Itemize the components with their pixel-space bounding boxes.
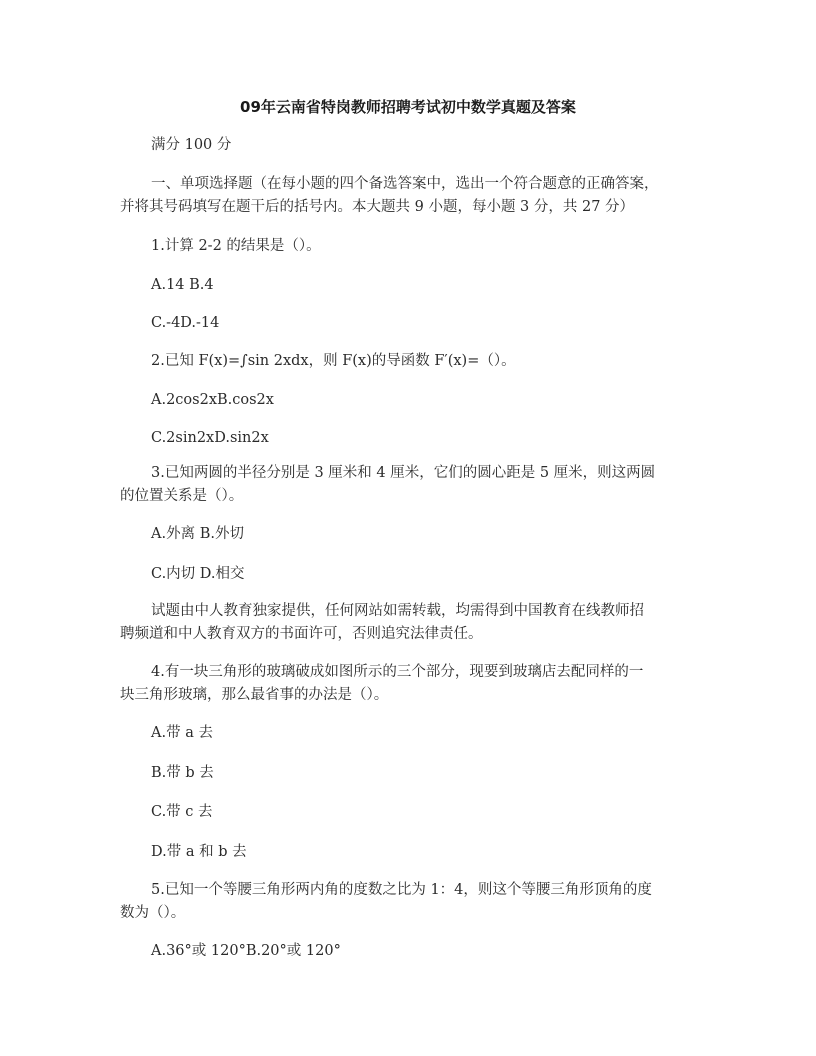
question-3-options-cd: C.内切 D.相交 xyxy=(151,566,245,582)
question-2-options-ab: A.2cos2xB.cos2x xyxy=(151,392,274,408)
question-1-options-ab: A.14 B.4 xyxy=(151,277,214,293)
score-line: 满分 100 分 xyxy=(151,137,232,153)
copyright-notice-line-1: 试题由中人教育独家提供，任何网站如需转载，均需得到中国教育在线教师招 xyxy=(151,603,644,619)
question-3-stem xyxy=(120,462,700,508)
question-4-stem xyxy=(120,661,700,707)
document-title: 09年云南省特岗教师招聘考试初中数学真题及答案 xyxy=(240,98,576,116)
question-3-options-ab: A.外离 B.外切 xyxy=(151,526,244,542)
copyright-notice xyxy=(120,600,700,646)
question-5-line-1: 5.已知一个等腰三角形两内角的度数之比为 1：4，则这个等腰三角形顶角的度 xyxy=(151,882,652,898)
question-5-line-2: 数为（）。 xyxy=(120,905,186,921)
question-4-option-b: B.带 b 去 xyxy=(151,765,214,781)
question-2-stem: 2.已知 F(x)=∫sin 2xdx，则 F(x)的导函数 F′(x)=（）。 xyxy=(151,353,516,369)
question-4-option-c: C.带 c 去 xyxy=(151,804,213,820)
question-3-line-2: 的位置关系是（）。 xyxy=(120,488,244,504)
question-5-options-ab: A.36°或 120°B.20°或 120° xyxy=(151,943,341,959)
copyright-notice-line-2: 聘频道和中人教育双方的书面许可，否则追究法律责任。 xyxy=(120,626,483,642)
question-4-line-2: 块三角形玻璃，那么最省事的办法是（）。 xyxy=(120,687,389,703)
question-1-options-cd: C.-4D.-14 xyxy=(151,315,220,331)
question-2-options-cd: C.2sin2xD.sin2x xyxy=(151,430,269,446)
question-4-line-1: 4.有一块三角形的玻璃破成如图所示的三个部分，现要到玻璃店去配同样的一 xyxy=(151,664,644,680)
question-5-stem xyxy=(120,879,700,925)
question-4-option-d: D.带 a 和 b 去 xyxy=(151,844,247,860)
section-heading xyxy=(120,173,700,219)
question-4-option-a: A.带 a 去 xyxy=(151,725,213,741)
section-heading-line-2: 并将其号码填写在题干后的括号内。本大题共 9 小题，每小题 3 分，共 27 分） xyxy=(120,199,635,215)
question-3-line-1: 3.已知两圆的半径分别是 3 厘米和 4 厘米，它们的圆心距是 5 厘米，则这两圆 xyxy=(151,465,656,481)
section-heading-line-1: 一、单项选择题（在每小题的四个备选答案中，选出一个符合题意的正确答案， xyxy=(151,176,659,192)
question-1-stem: 1.计算 2-2 的结果是（）。 xyxy=(151,238,321,254)
